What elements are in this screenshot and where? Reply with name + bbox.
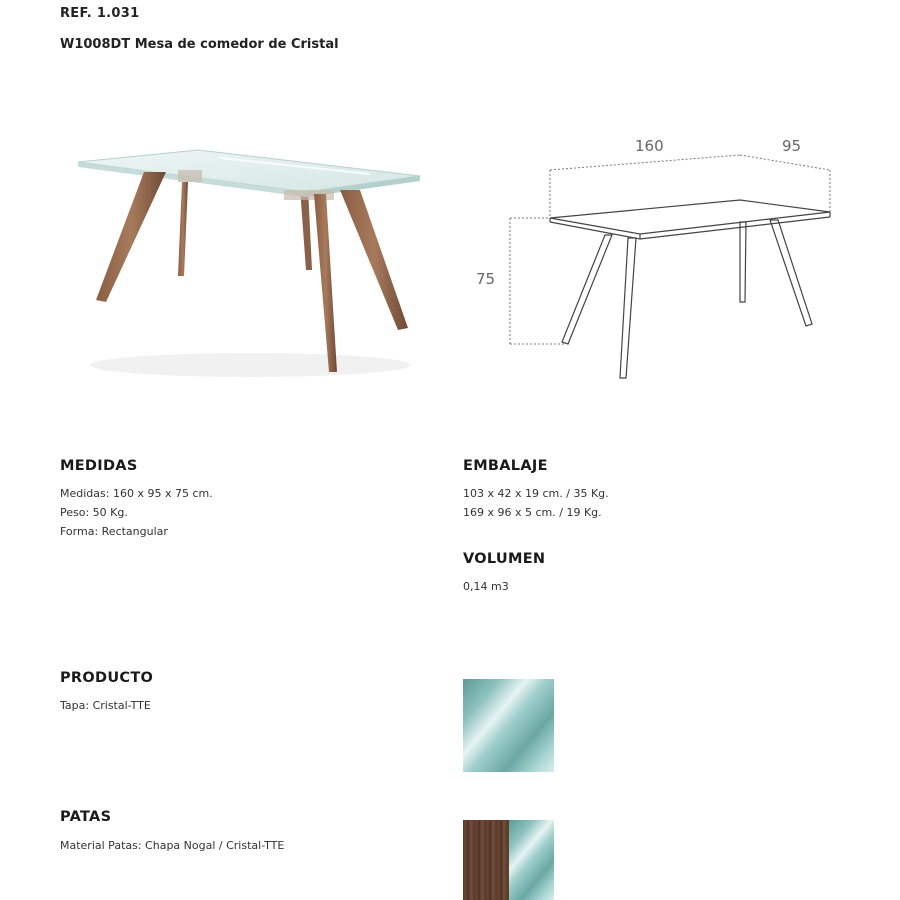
- producto-line: Tapa: Cristal-TTE: [60, 699, 151, 712]
- medidas-list: [60, 484, 213, 541]
- peso-line: Peso: 50 Kg.: [60, 506, 128, 519]
- reference-code: REF. 1.031: [60, 6, 140, 21]
- back-left-leg: [178, 182, 188, 276]
- producto-heading: PRODUCTO: [60, 670, 154, 686]
- embalaje-line: 103 x 42 x 19 cm. / 35 Kg.: [463, 487, 609, 500]
- embalaje-list: [463, 484, 609, 522]
- drawing-top: [550, 200, 830, 234]
- product-title: W1008DT Mesa de comedor de Cristal: [60, 37, 339, 52]
- front-middle-leg: [314, 194, 337, 372]
- volumen-heading: VOLUMEN: [463, 551, 546, 567]
- forma-line: Forma: Rectangular: [60, 525, 168, 538]
- volumen-value: 0,14 m3: [463, 580, 509, 593]
- length-label: 160: [635, 137, 664, 155]
- chapa-nogal-swatch: [463, 820, 509, 900]
- cristal-tte-swatch: [463, 679, 554, 772]
- embalaje-heading: EMBALAJE: [463, 458, 548, 474]
- table-photo: [70, 140, 430, 390]
- embalaje-line: 169 x 96 x 5 cm. / 19 Kg.: [463, 506, 602, 519]
- front-left-leg: [96, 172, 166, 302]
- dimension-drawing: [460, 130, 850, 390]
- patas-heading: PATAS: [60, 809, 112, 825]
- height-label: 75: [476, 270, 496, 288]
- patas-line: Material Patas: Chapa Nogal / Cristal-TTE: [60, 839, 285, 852]
- medidas-heading: MEDIDAS: [60, 458, 138, 474]
- back-right-leg: [300, 188, 312, 270]
- cristal-tte-swatch: [509, 820, 554, 900]
- front-right-leg: [340, 190, 408, 330]
- medidas-line: Medidas: 160 x 95 x 75 cm.: [60, 487, 213, 500]
- depth-label: 95: [782, 137, 802, 155]
